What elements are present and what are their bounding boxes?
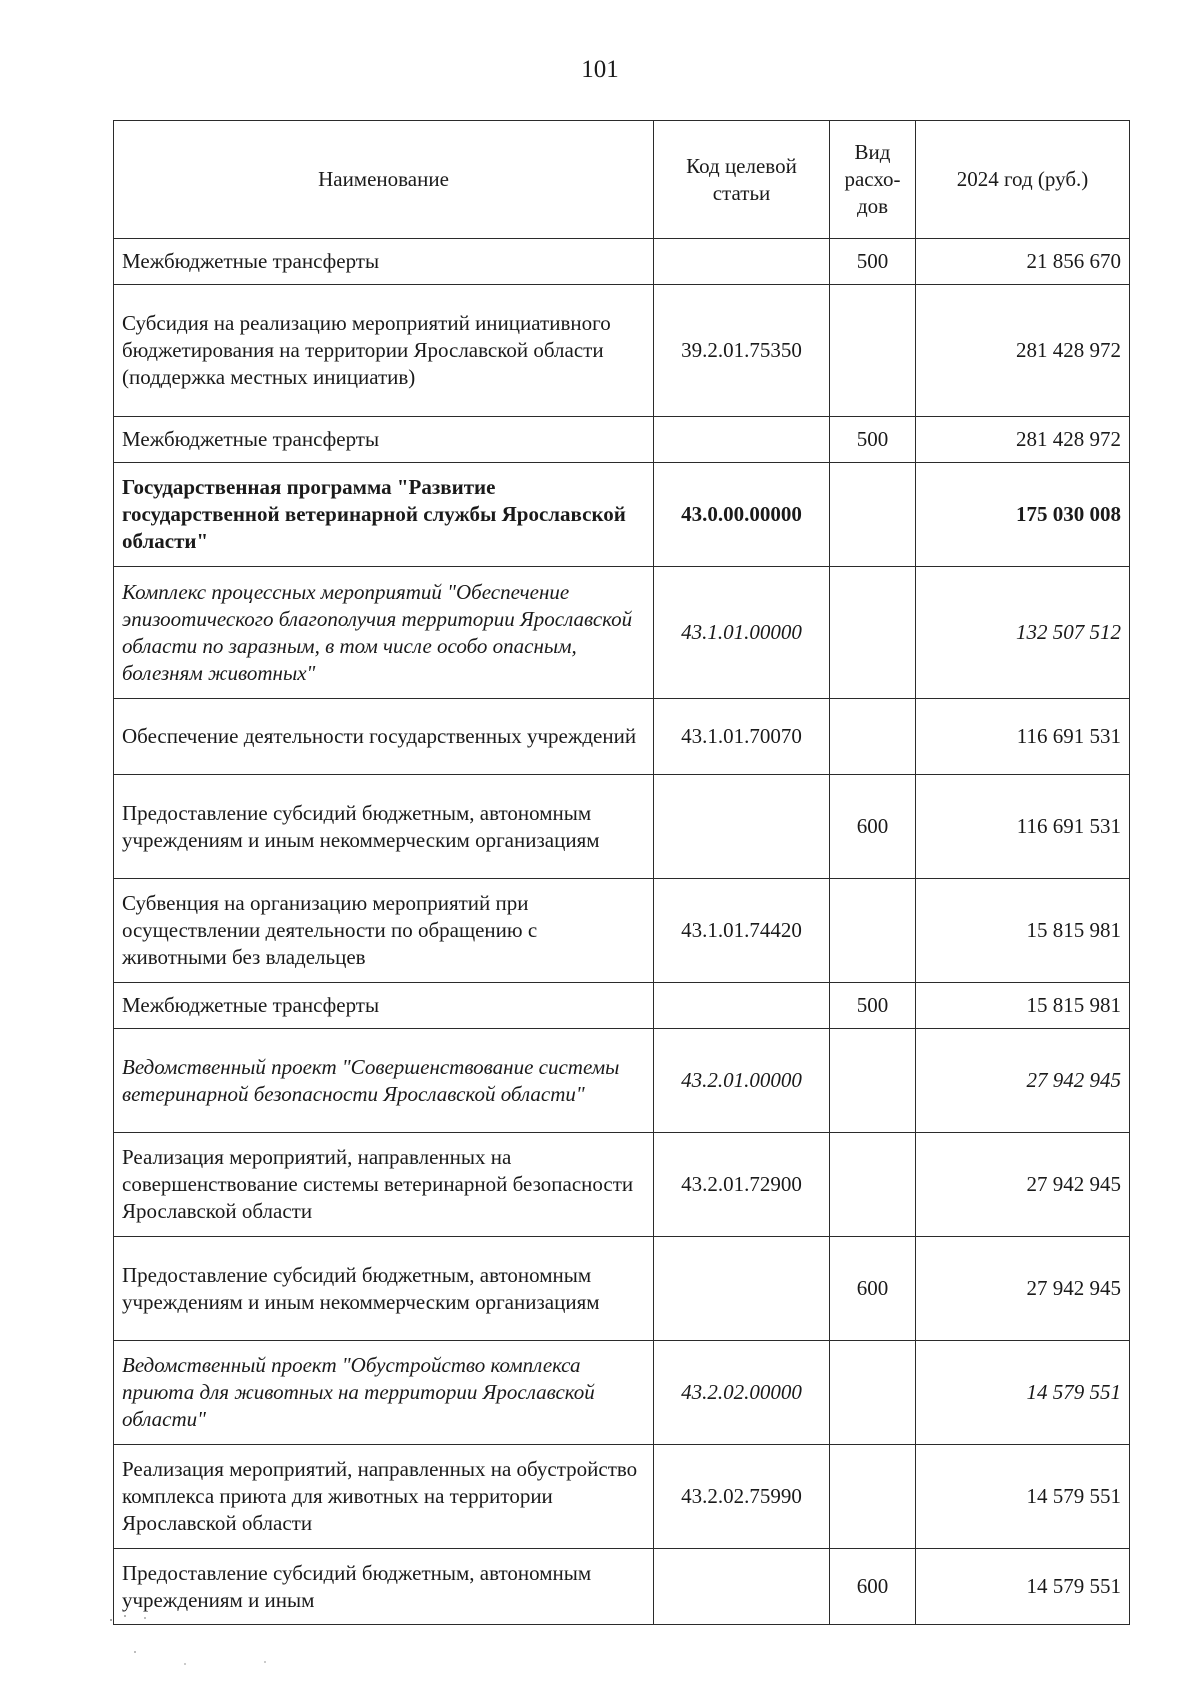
cell-type: 500 [830, 983, 916, 1029]
cell-type: 500 [830, 239, 916, 285]
cell-type [830, 1029, 916, 1133]
table-row [114, 239, 1130, 285]
cell-name: Предоставление субсидий бюджетным, автономным учреждениям и иным некоммерческим организациям [114, 775, 654, 879]
table-row [114, 699, 1130, 775]
cell-name: Межбюджетные трансферты [114, 983, 654, 1029]
cell-name: Межбюджетные трансферты [114, 239, 654, 285]
cell-name: Ведомственный проект "Обустройство комплекса приюта для животных на территории Ярославской области" [114, 1341, 654, 1445]
cell-name: Реализация мероприятий, направленных на обустройство комплекса приюта для животных на территории Ярославской области [114, 1445, 654, 1549]
cell-amount: 15 815 981 [916, 983, 1130, 1029]
cell-amount: 15 815 981 [916, 879, 1130, 983]
cell-type [830, 1445, 916, 1549]
cell-type [830, 879, 916, 983]
table-row [114, 1341, 1130, 1445]
cell-amount: 132 507 512 [916, 567, 1130, 699]
header-code: Код целевой статьи [654, 121, 830, 239]
cell-type [830, 1341, 916, 1445]
cell-code [654, 1237, 830, 1341]
page-number: 101 [581, 56, 619, 83]
table-row [114, 417, 1130, 463]
cell-name: Субвенция на организацию мероприятий при осуществлении деятельности по обращению с животными без владельцев [114, 879, 654, 983]
cell-code: 43.2.02.75990 [654, 1445, 830, 1549]
table-row [114, 1133, 1130, 1237]
cell-code [654, 239, 830, 285]
cell-amount: 21 856 670 [916, 239, 1130, 285]
table-row [114, 1237, 1130, 1341]
cell-name: Предоставление субсидий бюджетным, автономным учреждениям и иным некоммерческим организациям [114, 1237, 654, 1341]
cell-code [654, 983, 830, 1029]
cell-name: Государственная программа "Развитие государственной ветеринарной службы Ярославской области" [114, 463, 654, 567]
cell-amount: 27 942 945 [916, 1133, 1130, 1237]
table-row [114, 567, 1130, 699]
table-row [114, 1445, 1130, 1549]
cell-amount: 281 428 972 [916, 417, 1130, 463]
cell-code: 43.0.00.00000 [654, 463, 830, 567]
cell-code: 43.2.02.00000 [654, 1341, 830, 1445]
header-type: Вид расхо-дов [830, 121, 916, 239]
cell-name: Предоставление субсидий бюджетным, автономным учреждениям и иным [114, 1549, 654, 1625]
table-row [114, 879, 1130, 983]
table-row [114, 1029, 1130, 1133]
cell-type: 600 [830, 775, 916, 879]
cell-type [830, 567, 916, 699]
cell-name: Ведомственный проект "Совершенствование системы ветеринарной безопасности Ярославской области" [114, 1029, 654, 1133]
header-name: Наименование [114, 121, 654, 239]
cell-amount: 27 942 945 [916, 1029, 1130, 1133]
cell-code: 43.1.01.70070 [654, 699, 830, 775]
cell-code [654, 417, 830, 463]
cell-code: 43.1.01.74420 [654, 879, 830, 983]
cell-code: 43.2.01.72900 [654, 1133, 830, 1237]
cell-amount: 116 691 531 [916, 775, 1130, 879]
cell-name: Реализация мероприятий, направленных на совершенствование системы ветеринарной безопасности Ярославской области [114, 1133, 654, 1237]
cell-type: 600 [830, 1237, 916, 1341]
cell-type [830, 699, 916, 775]
cell-name: Субсидия на реализацию мероприятий инициативного бюджетирования на территории Ярославской области (поддержка местных инициатив) [114, 285, 654, 417]
table-header-row [114, 121, 1130, 239]
cell-amount: 175 030 008 [916, 463, 1130, 567]
cell-code: 43.2.01.00000 [654, 1029, 830, 1133]
cell-type [830, 463, 916, 567]
table-row [114, 463, 1130, 567]
table-row [114, 775, 1130, 879]
header-amount: 2024 год (руб.) [916, 121, 1130, 239]
table-row [114, 983, 1130, 1029]
cell-amount: 14 579 551 [916, 1549, 1130, 1625]
cell-amount: 14 579 551 [916, 1341, 1130, 1445]
cell-name: Обеспечение деятельности государственных учреждений [114, 699, 654, 775]
cell-code: 43.1.01.00000 [654, 567, 830, 699]
cell-type: 500 [830, 417, 916, 463]
cell-type: 600 [830, 1549, 916, 1625]
cell-type [830, 285, 916, 417]
cell-amount: 116 691 531 [916, 699, 1130, 775]
table-body [114, 239, 1130, 1625]
cell-code [654, 1549, 830, 1625]
cell-name: Комплекс процессных мероприятий "Обеспечение эпизоотического благополучия территории Ярославской области по заразным, в том числе особо опасным, болезням животных" [114, 567, 654, 699]
cell-amount: 281 428 972 [916, 285, 1130, 417]
scan-artifact [105, 1612, 305, 1672]
cell-name: Межбюджетные трансферты [114, 417, 654, 463]
cell-type [830, 1133, 916, 1237]
budget-table [113, 120, 1130, 1625]
cell-amount: 14 579 551 [916, 1445, 1130, 1549]
cell-code [654, 775, 830, 879]
cell-code: 39.2.01.75350 [654, 285, 830, 417]
cell-amount: 27 942 945 [916, 1237, 1130, 1341]
table-row [114, 285, 1130, 417]
